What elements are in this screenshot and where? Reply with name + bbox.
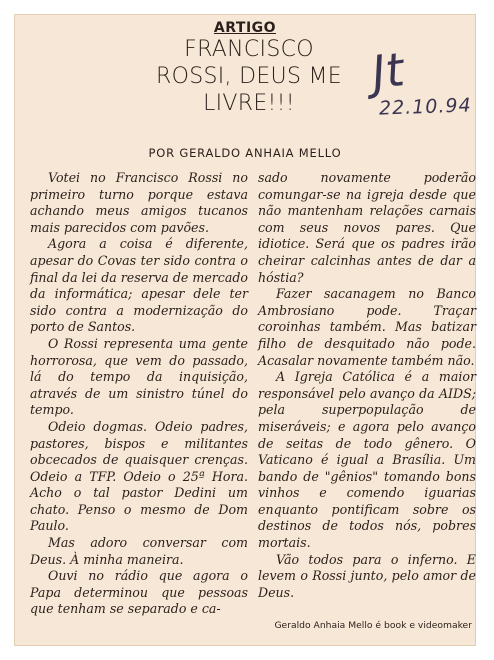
paragraph-continuation: sado novamente poderão comungar-se na igreja desde que não mantenham relações carnais com seus novos pares. Que idiotice. Será que os padres irão cheirar calcinhas antes de dar a hóstia? xyxy=(258,170,476,285)
headline-line: ROSSI, DEUS ME xyxy=(156,64,342,89)
headline xyxy=(134,36,364,117)
newspaper-clipping xyxy=(14,14,476,646)
headline-line: LIVRE!!! xyxy=(203,91,295,116)
paragraph: Fazer sacanagem no Banco Ambrosiano pode. Traçar coroinhas também. Mas batizar filho de desquitado não pode. Acasalar novamente também não. xyxy=(258,286,476,368)
section-label: ARTIGO xyxy=(213,20,277,36)
paragraph: Ouvi no rádio que agora o Papa determinou que pessoas que tenham se separado e ca- xyxy=(30,568,248,617)
right-column xyxy=(258,170,476,601)
handwritten-initials: Jt xyxy=(368,42,408,100)
paragraph: Votei no Francisco Rossi no primeiro turno porque estava achando meus amigos tucanos mais parecidos com pavões. xyxy=(30,170,248,235)
paragraph: A Igreja Católica é a maior responsável pelo avanço da AIDS; pela superpopulação de miseráveis; e agora pelo avanço de seitas de todo gênero. O Vaticano é igual a Brasília. Um bando de "gênios" tomando bons vinhos e comendo iguarias enquanto pontificam sobre os destinos de todos nós, pobres mortais. xyxy=(258,369,476,551)
handwritten-date: 22.10.94 xyxy=(378,94,472,120)
paragraph: Odeio dogmas. Odeio padres, pastores, bispos e militantes obcecados de quaisquer crenças. Odeio a TFP. Odeio o 25ª Hora. Acho o tal pastor Dedini um chato. Penso o mesmo de Dom Paulo. xyxy=(30,418,248,534)
byline: POR GERALDO ANHAIA MELLO xyxy=(148,146,342,160)
paragraph: Agora a coisa é diferente, apesar do Covas ter sido contra o final da lei da reserva de mercado da informática; apesar dele ter sido contra a modernização do porto de Santos. xyxy=(30,236,248,335)
headline-line: FRANCISCO xyxy=(184,37,314,62)
paragraph: Vão todos para o inferno. E levem o Rossi junto, pelo amor de Deus. xyxy=(258,551,476,600)
paragraph: Mas adoro conversar com Deus. À minha maneira. xyxy=(30,535,248,567)
paragraph: O Rossi representa uma gente horrorosa, que vem do passado, lá do tempo da inquisição, através de um sinistro túnel do tempo. xyxy=(30,335,248,418)
author-note: Geraldo Anhaia Mello é book e videomaker xyxy=(274,620,472,631)
left-column xyxy=(30,170,248,618)
